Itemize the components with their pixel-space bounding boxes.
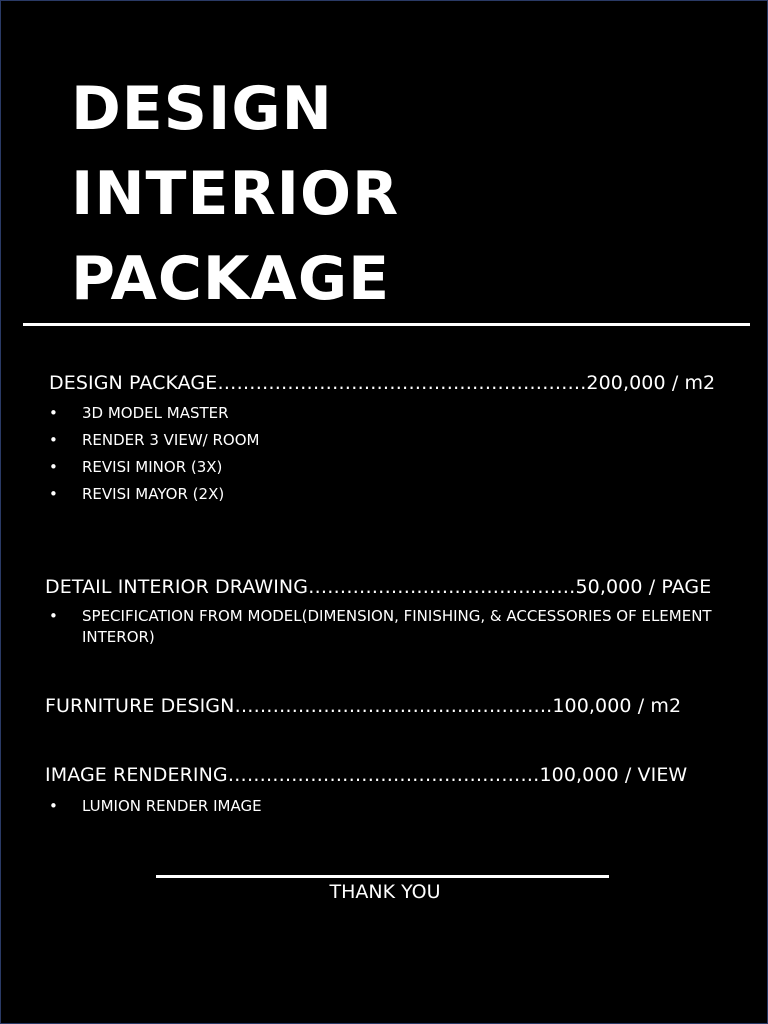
bullet-icon: •	[49, 797, 58, 815]
design-package-list	[49, 400, 259, 508]
footer-divider	[156, 875, 609, 878]
page-title	[71, 67, 399, 322]
list-item: • LUMION RENDER IMAGE	[49, 793, 262, 820]
detail-drawing-price: DETAIL INTERIOR DRAWING……………………………………50,000 / PAGE	[45, 576, 712, 598]
title-line-1: DESIGN	[71, 74, 333, 144]
title-divider	[23, 323, 750, 326]
list-item: • REVISI MINOR (3X)	[49, 454, 259, 481]
thank-you-text: THANK YOU	[329, 881, 441, 903]
bullet-icon: •	[49, 607, 58, 625]
design-package-price: DESIGN PACKAGE………………………………………………….200,000 / m2	[49, 372, 716, 394]
bullet-icon: •	[49, 458, 58, 476]
image-rendering-price: IMAGE RENDERING……….…………………………………100,000 / VIEW	[45, 764, 688, 786]
list-item: • SPECIFICATION FROM MODEL(DIMENSION, FINISHING, & ACCESSORIES OF ELEMENT INTEROR)	[49, 607, 712, 646]
detail-drawing-list	[49, 606, 722, 648]
bullet-icon: •	[49, 404, 58, 422]
image-rendering-list	[49, 793, 262, 820]
list-item: • RENDER 3 VIEW/ ROOM	[49, 427, 259, 454]
title-line-2: INTERIOR	[71, 159, 400, 229]
bullet-icon: •	[49, 431, 58, 449]
furniture-design-price: FURNITURE DESIGN……….………………………………….100,000 / m2	[45, 695, 682, 717]
title-line-3: PACKAGE	[71, 244, 391, 314]
bullet-icon: •	[49, 485, 58, 503]
list-item: • REVISI MAYOR (2X)	[49, 481, 259, 508]
list-item: • 3D MODEL MASTER	[49, 400, 259, 427]
